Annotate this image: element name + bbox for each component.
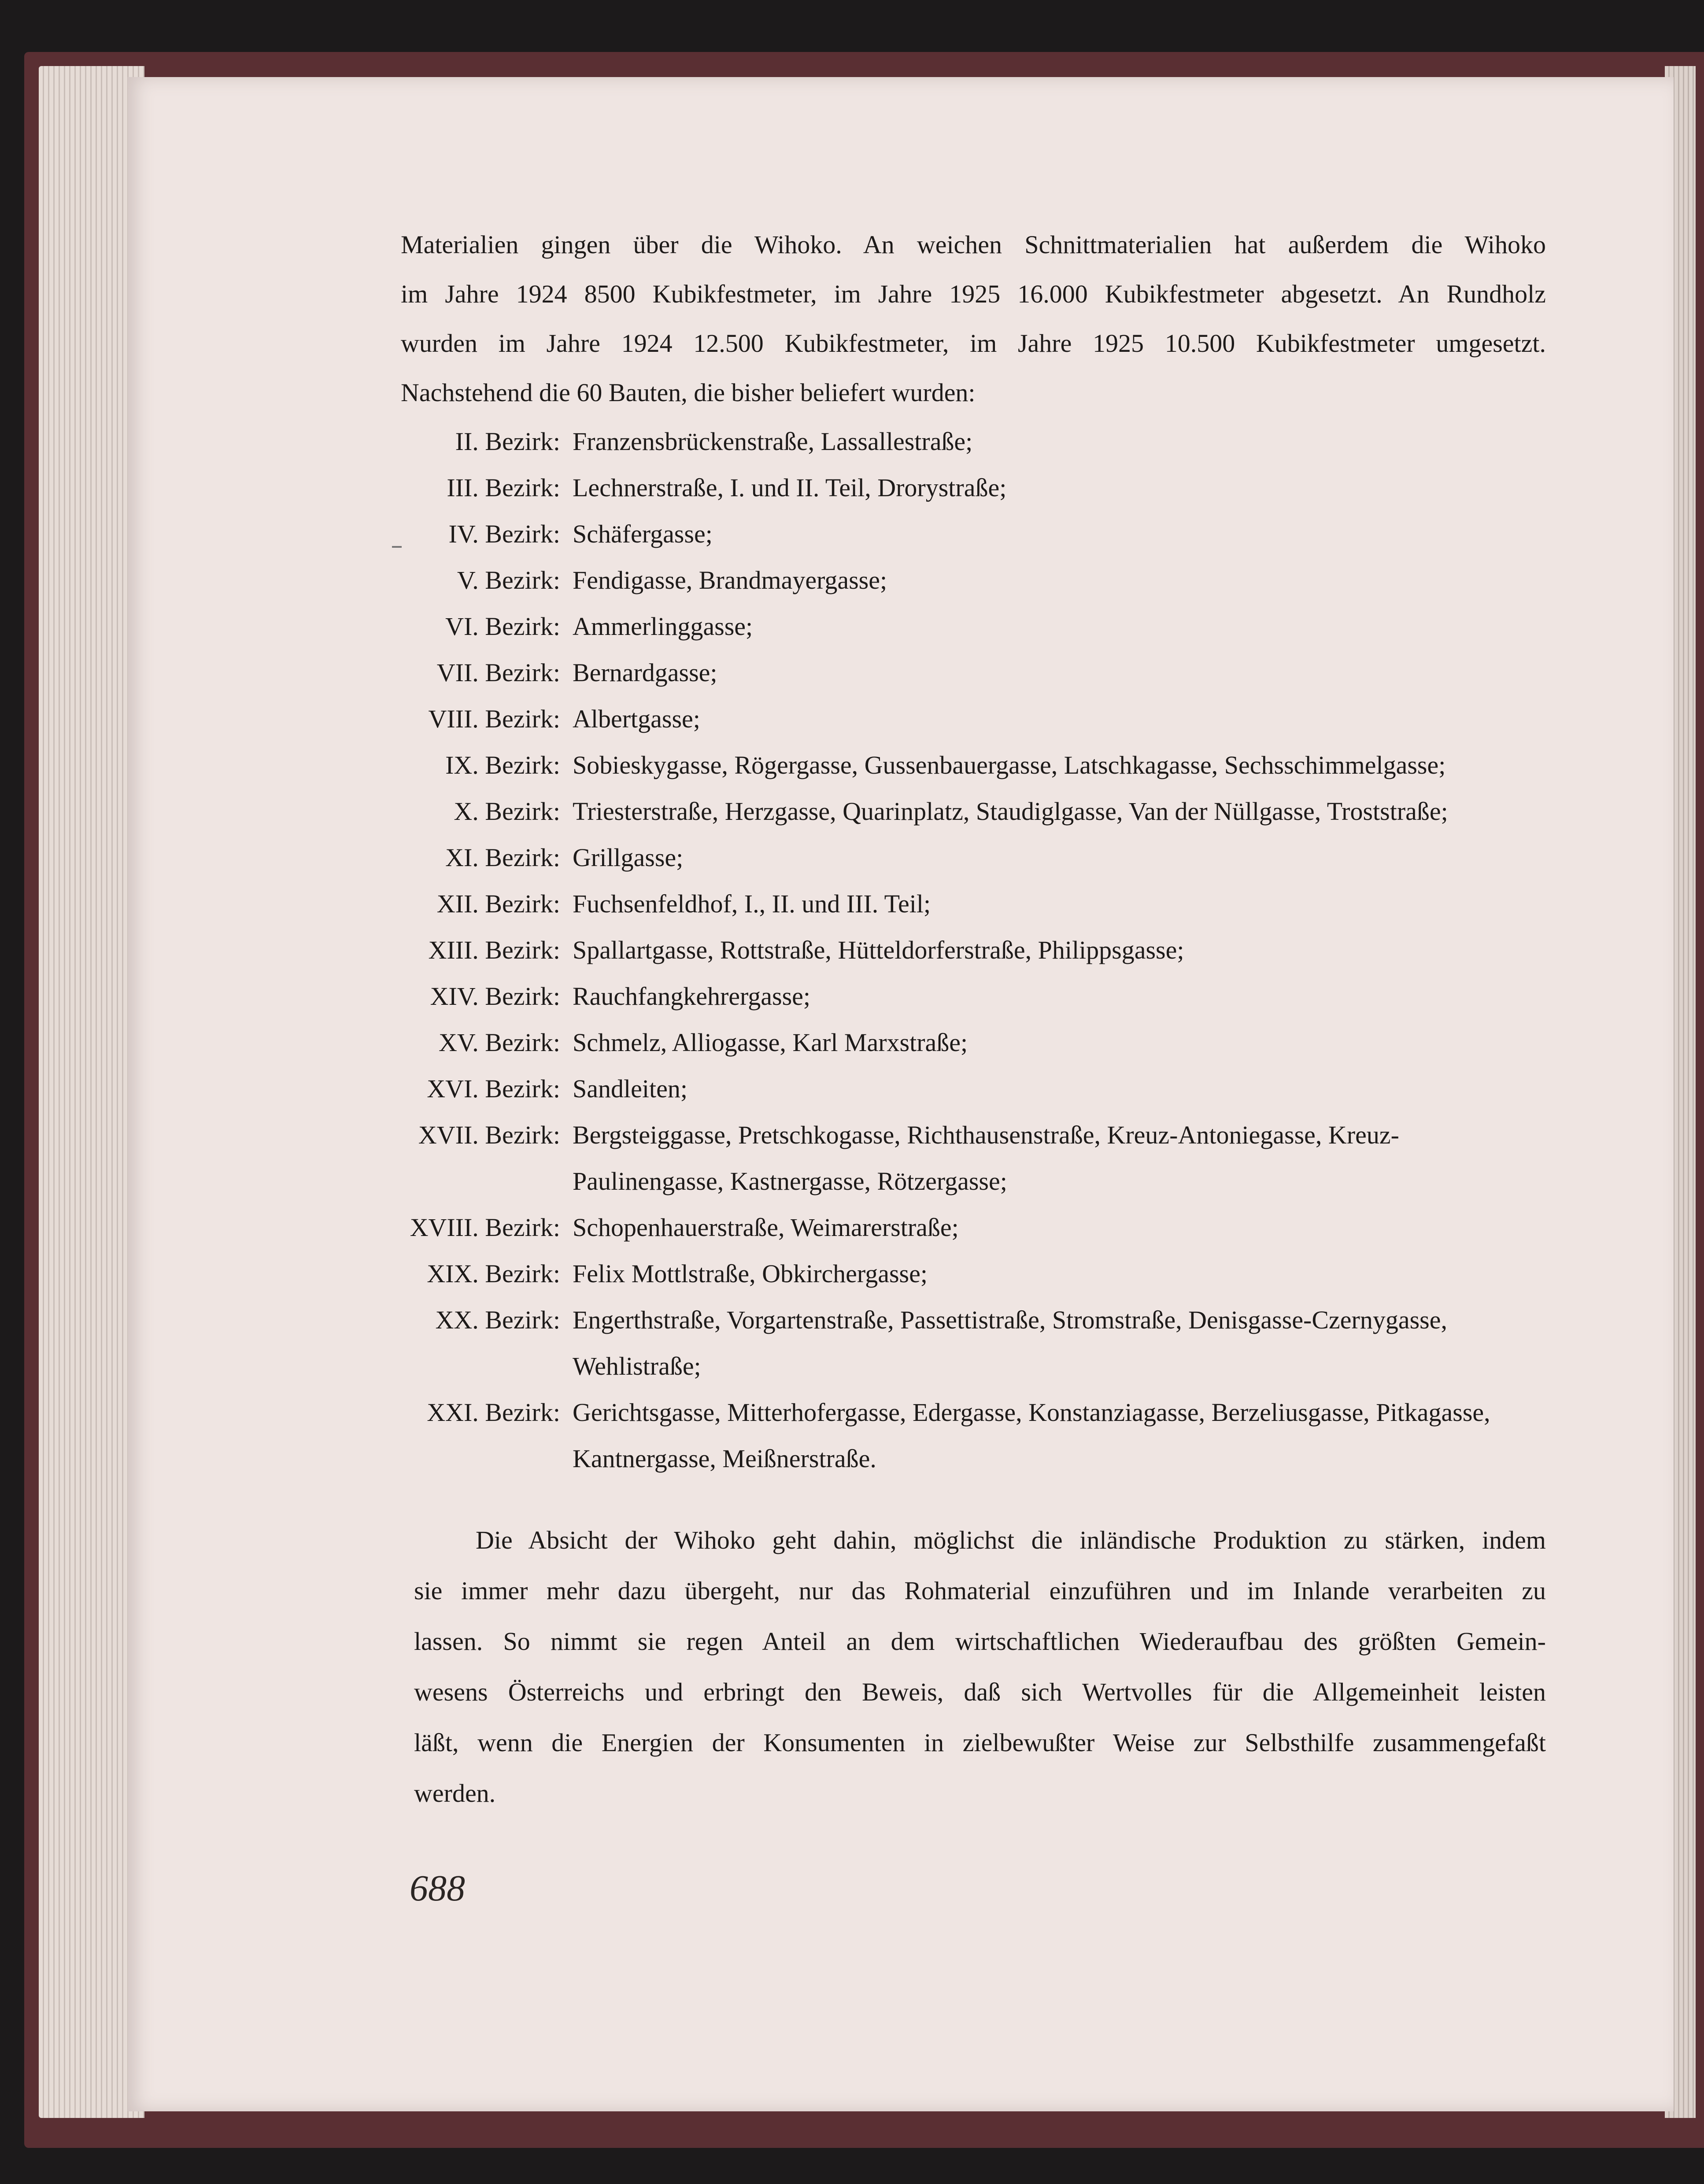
district-label: XVII. Bezirk: [418, 1121, 560, 1149]
district-label: II. Bezirk: [455, 427, 560, 456]
closing-line: werden. [414, 1779, 496, 1808]
district-row [401, 1389, 1546, 1482]
district-label: IX. Bezirk: [445, 751, 560, 779]
district-row [401, 649, 1546, 696]
district-streets: Fendigasse, Brandmayergasse; [573, 566, 887, 594]
district-streets: Sobieskygasse, Rögergasse, Gussenbauergasse, Latschkagasse, Sechsschimmelgasse; [573, 751, 1446, 779]
district-streets: Ammerlinggasse; [573, 612, 753, 641]
district-row [401, 742, 1546, 788]
district-row [401, 511, 1546, 557]
intro-line: Materialien gingen über die Wihoko. An weichen Schnittmaterialien hat außerdem die Wihoko [401, 230, 1546, 259]
district-label: XVI. Bezirk: [427, 1074, 560, 1103]
district-label: VI. Bezirk: [445, 612, 560, 641]
closing-line: sie immer mehr dazu übergeht, nur das Rohmaterial einzuführen und im Inlande verarbeiten zu [414, 1576, 1546, 1605]
district-label: XII. Bezirk: [436, 889, 560, 918]
district-streets: Bergsteiggasse, Pretschkogasse, Richthausenstraße, Kreuz-Antoniegasse, Kreuz-Paulinengasse, Kastnergasse, Rötzergasse; [573, 1121, 1399, 1195]
district-row [401, 1066, 1546, 1112]
stray-mark [392, 546, 402, 548]
district-row [401, 557, 1546, 603]
closing-line: lassen. So nimmt sie regen Anteil an dem wirtschaftlichen Wiederaufbau des größten Gemein- [414, 1627, 1546, 1656]
district-streets: Grillgasse; [573, 843, 684, 872]
district-row [401, 881, 1546, 927]
closing-line: wesens Österreichs und erbringt den Beweis, daß sich Wertvolles für die Allgemeinheit leisten [414, 1678, 1546, 1706]
district-streets: Schäfergasse; [573, 520, 713, 548]
closing-line: läßt, wenn die Energien der Konsumenten in zielbewußter Weise zur Selbsthilfe zusammengefaßt [414, 1728, 1546, 1757]
district-streets: Sandleiten; [573, 1074, 688, 1103]
district-label: XIII. Bezirk: [428, 936, 560, 964]
district-label: VIII. Bezirk: [428, 705, 560, 733]
district-streets: Gerichtsgasse, Mitterhofergasse, Edergasse, Konstanziagasse, Berzeliusgasse, Pitkagasse, Kantnergasse, Meißnerstraße. [573, 1398, 1490, 1473]
intro-line: Nachstehend die 60 Bauten, die bisher beliefert wurden: [401, 378, 976, 407]
district-label: VII. Bezirk: [436, 658, 560, 687]
district-label: XX. Bezirk: [435, 1306, 560, 1334]
page-number: 688 [410, 1868, 465, 1909]
district-label: IV. Bezirk: [448, 520, 560, 548]
district-row [401, 418, 1546, 465]
district-row [401, 1297, 1546, 1389]
district-row [401, 834, 1546, 881]
district-streets: Schmelz, Alliogasse, Karl Marxstraße; [573, 1028, 968, 1057]
district-row [401, 1204, 1546, 1251]
district-label: XIV. Bezirk: [430, 982, 560, 1011]
district-streets: Triesterstraße, Herzgasse, Quarinplatz, Staudiglgasse, Van der Nüllgasse, Troststraße; [573, 797, 1448, 826]
district-row [401, 465, 1546, 511]
closing-paragraph [414, 1515, 1546, 1819]
district-row [401, 788, 1546, 834]
district-row [401, 696, 1546, 742]
district-label: XVIII. Bezirk: [410, 1213, 560, 1242]
district-streets: Felix Mottlstraße, Obkirchergasse; [573, 1259, 928, 1288]
district-label: XXI. Bezirk: [427, 1398, 560, 1427]
district-streets: Engerthstraße, Vorgartenstraße, Passettistraße, Stromstraße, Denisgasse-Czernygasse, Wehlistraße; [573, 1306, 1447, 1380]
district-label: III. Bezirk: [447, 473, 560, 502]
district-streets: Fuchsenfeldhof, I., II. und III. Teil; [573, 889, 931, 918]
intro-line: wurden im Jahre 1924 12.500 Kubikfestmeter, im Jahre 1925 10.500 Kubikfestmeter umgesetzt. [401, 329, 1546, 358]
district-row [401, 1251, 1546, 1297]
district-label: V. Bezirk: [457, 566, 560, 594]
district-streets: Bernardgasse; [573, 658, 717, 687]
district-label: XIX. Bezirk: [427, 1259, 560, 1288]
district-row [401, 603, 1546, 649]
district-row [401, 973, 1546, 1019]
district-row [401, 1019, 1546, 1066]
intro-paragraph [401, 220, 1546, 417]
district-streets: Franzensbrückenstraße, Lassallestraße; [573, 427, 973, 456]
district-row [401, 927, 1546, 973]
intro-line: im Jahre 1924 8500 Kubikfestmeter, im Jahre 1925 16.000 Kubikfestmeter abgesetzt. An Rundholz [401, 280, 1546, 308]
district-streets: Rauchfangkehrergasse; [573, 982, 811, 1011]
closing-line: Die Absicht der Wihoko geht dahin, möglichst die inländische Produktion zu stärken, indem [476, 1526, 1546, 1554]
district-streets: Spallartgasse, Rottstraße, Hütteldorferstraße, Philippsgasse; [573, 936, 1184, 964]
district-label: XV. Bezirk: [438, 1028, 560, 1057]
district-list [401, 418, 1546, 1482]
district-streets: Schopenhauerstraße, Weimarerstraße; [573, 1213, 959, 1242]
district-streets: Lechnerstraße, I. und II. Teil, Drorystraße; [573, 473, 1007, 502]
district-label: XI. Bezirk: [445, 843, 560, 872]
district-label: X. Bezirk: [454, 797, 560, 826]
district-streets: Albertgasse; [573, 705, 700, 733]
district-row [401, 1112, 1546, 1204]
